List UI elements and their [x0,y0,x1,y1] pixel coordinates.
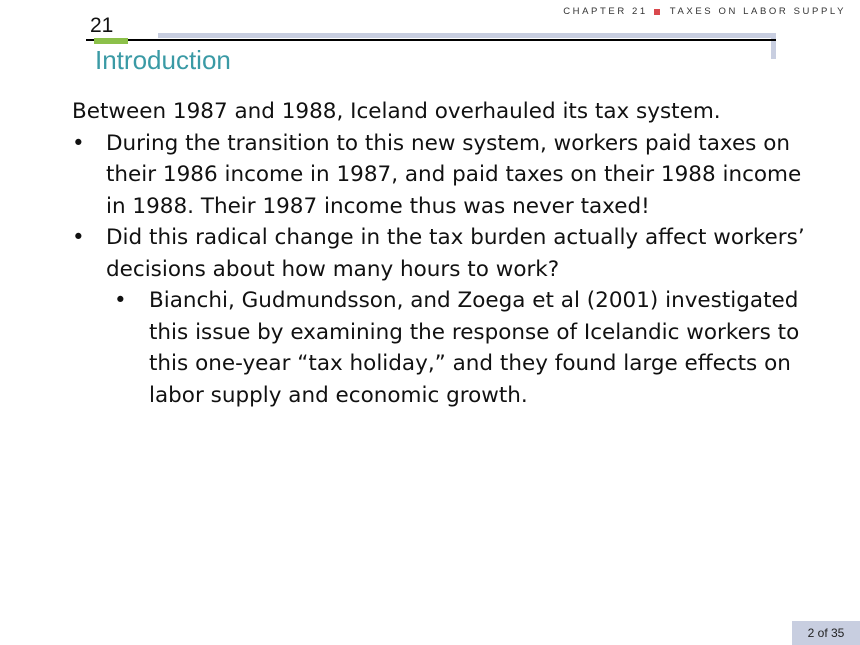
bullet-text: During the transition to this new system, workers paid taxes on their 1986 income in 1987, and paid taxes on their 1988 income in 1988. Their 1987 income thus was never taxed! [106,130,802,219]
chapter-number: 21 [90,14,114,37]
sub-bullet-text: Bianchi, Gudmundsson, and Zoega et al (2001) investigated this issue by examining the response of Icelandic workers to this one-year “tax holiday,” and they found large effects on labor supply and economic growth. [149,288,800,408]
chapter-header [563,6,846,17]
title-rule [86,39,776,41]
bullet-text: Did this radical change in the tax burden actually affect workers’ decisions about how many hours to work? [106,225,805,282]
separator-square-icon [654,9,660,15]
title-rule-shadow [158,33,775,38]
list-item [72,222,812,285]
bullet-icon: • [114,288,127,313]
green-accent-bar [94,38,128,44]
bullet-icon: • [72,225,85,250]
title-rule-shadow-vertical [771,33,776,59]
sub-list-item [72,285,812,411]
intro-paragraph: Between 1987 and 1988, Iceland overhauled its tax system. [72,99,721,124]
chapter-topic: TAXES ON LABOR SUPPLY [669,6,846,17]
list-item [72,128,812,223]
slide-body [72,96,812,411]
chapter-label: CHAPTER 21 [563,6,648,17]
page-indicator: 2 of 35 [792,621,860,645]
slide-title: Introduction [95,45,231,75]
bullet-list [72,128,812,412]
bullet-icon: • [72,130,85,156]
